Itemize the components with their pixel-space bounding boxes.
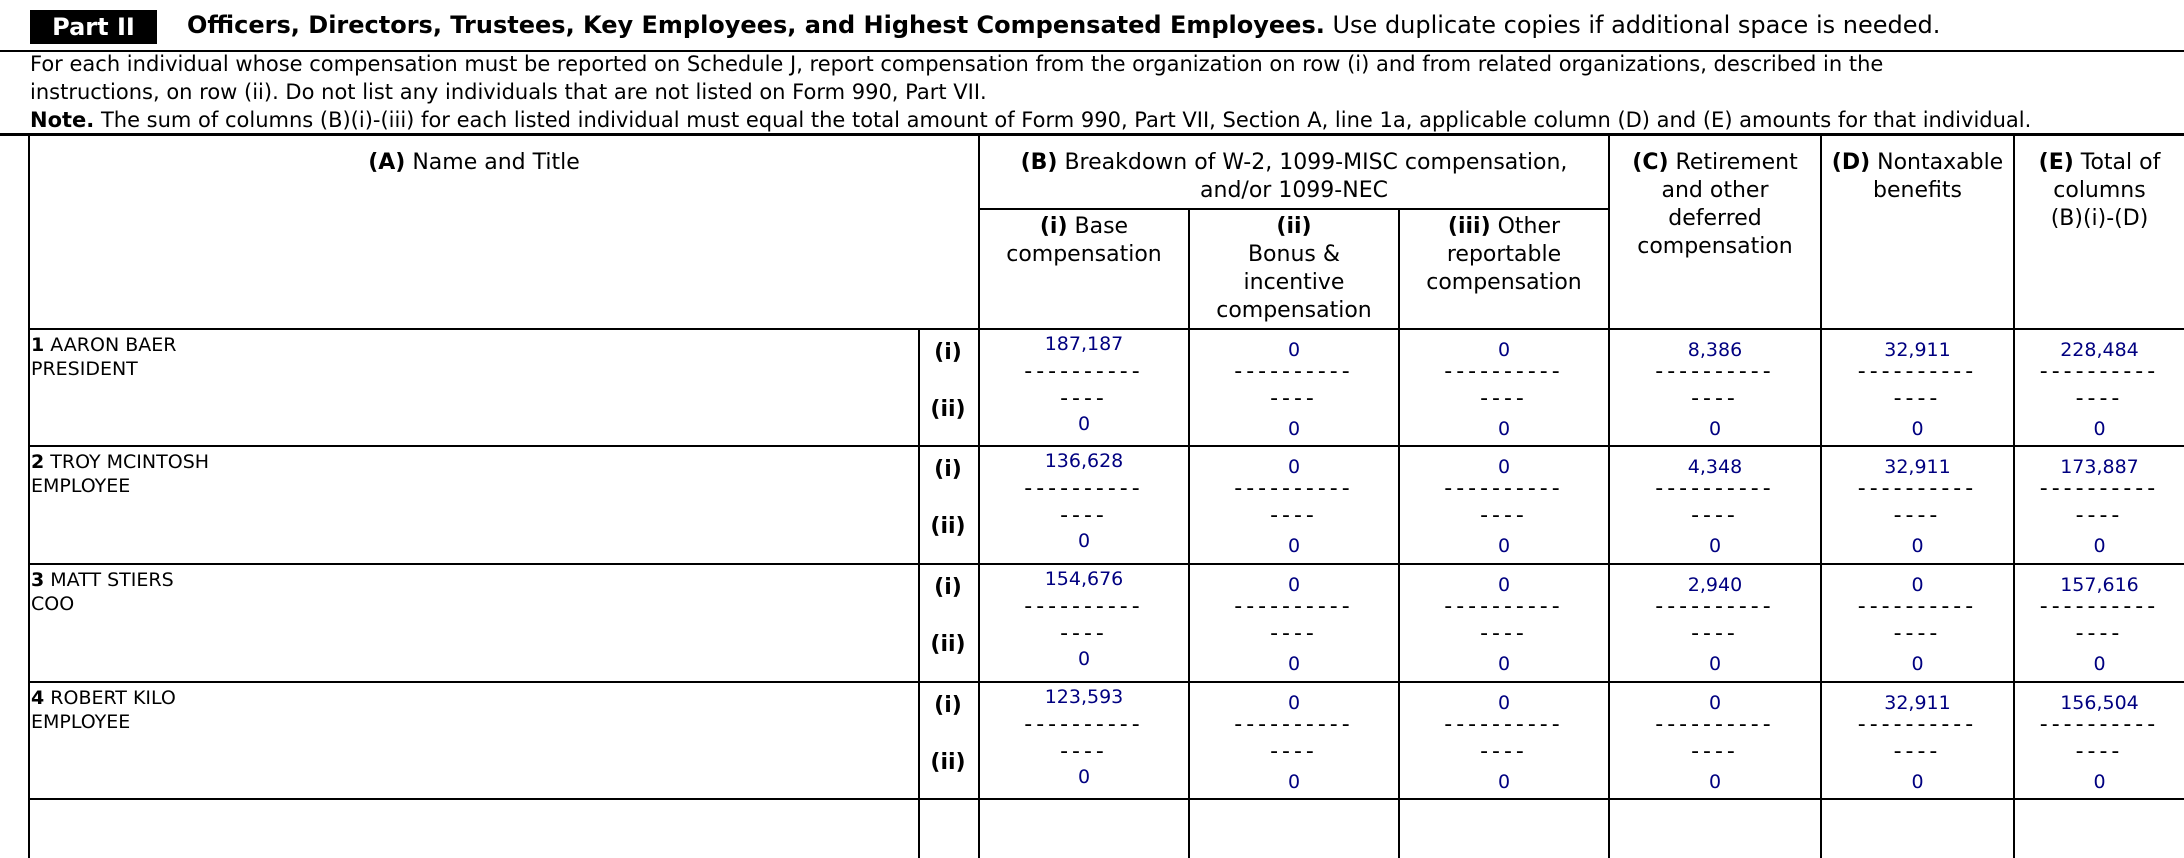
dashed-separator-short: ---- [1060, 741, 1108, 763]
dashed-separator: ---------- [1234, 714, 1354, 736]
dashed-separator-short: ---- [2075, 741, 2124, 763]
dashed-separator: ---------- [2039, 478, 2160, 500]
dashed-separator: ---------- [1234, 596, 1354, 618]
dashed-separator: ---------- [1655, 714, 1775, 736]
dashed-separator: ---------- [1857, 596, 1978, 618]
person-name-line [31, 450, 209, 474]
col-b-text2: and/or 1099-NEC [1200, 178, 1388, 203]
col-header-bi [980, 213, 1188, 269]
dashed-separator: ---------- [1655, 361, 1775, 383]
row-label-i: (i) [934, 457, 962, 482]
base-comp-i: 187,187 [1044, 333, 1124, 355]
dashed-separator-short: ---- [1691, 741, 1739, 763]
col-e-text: Total of [2073, 150, 2161, 175]
retirement-comp-i: 2,940 [1687, 574, 1743, 596]
bonus-comp-i: 0 [1287, 574, 1301, 596]
dashed-separator: ---------- [1234, 361, 1354, 383]
col-b-text: Breakdown of W-2, 1099-MISC compensation, [1057, 150, 1568, 175]
base-comp-ii: 0 [1077, 648, 1091, 670]
note-label: Note. [30, 108, 95, 132]
person-name: AARON BAER [50, 334, 177, 356]
dashed-separator-short: ---- [2075, 388, 2124, 410]
part-header [0, 0, 2184, 52]
row-label-i: (i) [934, 575, 962, 600]
part-label: Part II [30, 10, 157, 44]
col-c-line2: and other [1661, 178, 1769, 203]
dashed-separator: ---------- [1444, 361, 1564, 383]
base-comp-ii: 0 [1077, 766, 1091, 788]
note-text: The sum of columns (B)(i)-(iii) for each listed individual must equal the total amount of Form 990, Part VII, Section A, line 1a, applicable column (D) and (E) amounts for that individual. [94, 108, 2032, 132]
note-line [30, 106, 2180, 134]
base-comp-i: 123,593 [1044, 686, 1124, 708]
person-name-title [31, 686, 176, 734]
dashed-separator: ---------- [2039, 361, 2160, 383]
col-bi-text: Base [1067, 214, 1129, 239]
col-d-letter: (D) [1831, 150, 1871, 175]
col-c-line3: deferred [1668, 206, 1762, 231]
dashed-separator: ---------- [1655, 596, 1775, 618]
dashed-separator-short: ---- [1480, 505, 1528, 527]
col-header-e [2015, 149, 2184, 233]
dashed-separator-short: ---- [1060, 623, 1108, 645]
row-label-ii: (ii) [930, 632, 966, 657]
total-i: 228,484 [2060, 339, 2139, 361]
person-title: EMPLOYEE [31, 711, 131, 733]
dashed-separator: ---------- [1024, 714, 1144, 736]
table-left-border [28, 136, 30, 858]
dashed-separator-short: ---- [1060, 388, 1108, 410]
col-a-letter: (A) [368, 150, 406, 175]
total-i: 156,504 [2060, 692, 2139, 714]
row-divider-2 [28, 563, 2184, 565]
col-bi-text2: compensation [1006, 242, 1162, 267]
dashed-separator: ---------- [1024, 596, 1144, 618]
dashed-separator: ---------- [1234, 478, 1354, 500]
retirement-comp-ii: 0 [1708, 653, 1722, 675]
table-top-rule [0, 133, 2184, 136]
col-a-text: Name and Title [405, 150, 580, 175]
dashed-separator: ---------- [2039, 596, 2160, 618]
nontaxable-benefits-i: 32,911 [1884, 692, 1951, 714]
bonus-comp-i: 0 [1287, 692, 1301, 714]
col-e-letter: (E) [2038, 150, 2074, 175]
dashed-separator-short: ---- [1480, 623, 1528, 645]
retirement-comp-i: 4,348 [1687, 456, 1743, 478]
col-header-c [1610, 149, 1820, 261]
retirement-comp-ii: 0 [1708, 535, 1722, 557]
bonus-comp-i: 0 [1287, 339, 1301, 361]
col-biii-line2: reportable [1446, 242, 1562, 267]
base-comp-i: 136,628 [1044, 450, 1124, 472]
bonus-comp-ii: 0 [1287, 418, 1301, 440]
col-header-d [1822, 149, 2013, 205]
total-ii: 0 [2093, 653, 2106, 675]
dashed-separator: ---------- [1444, 478, 1564, 500]
other-comp-ii: 0 [1497, 535, 1511, 557]
nontaxable-benefits-ii: 0 [1911, 535, 1924, 557]
retirement-comp-i: 0 [1708, 692, 1722, 714]
col-b-letter: (B) [1020, 150, 1058, 175]
instructions-line-2: instructions, on row (ii). Do not list any individuals that are not listed on Form 990, Part VII. [30, 80, 987, 104]
total-i: 157,616 [2060, 574, 2139, 596]
person-name-title [31, 450, 209, 498]
col-b-sub-divider [978, 208, 1608, 210]
col-c-letter: (C) [1632, 150, 1669, 175]
instructions [30, 50, 2180, 134]
row-label-i: (i) [934, 693, 962, 718]
dashed-separator: ---------- [1857, 361, 1978, 383]
row-divider-1 [28, 445, 2184, 447]
base-comp-ii: 0 [1077, 413, 1091, 435]
retirement-comp-ii: 0 [1708, 771, 1722, 793]
col-header-b [980, 149, 1608, 205]
row-label-ii: (ii) [930, 397, 966, 422]
col-e-line3: (B)(i)-(D) [2050, 206, 2149, 231]
dashed-separator: ---------- [1444, 596, 1564, 618]
dashed-separator-short: ---- [1691, 505, 1739, 527]
person-name: TROY MCINTOSH [50, 451, 210, 473]
col-e-line2: columns [2053, 178, 2146, 203]
header-bottom-rule [28, 328, 2184, 330]
part-title-bold: Officers, Directors, Trustees, Key Employees, and Highest Compensated Employees. [187, 11, 1325, 39]
dashed-separator: ---------- [2039, 714, 2160, 736]
instructions-line-1: For each individual whose compensation must be reported on Schedule J, report compensation from the organization on row (i) and from related organizations, described in the [30, 52, 1884, 76]
nontaxable-benefits-i: 32,911 [1884, 339, 1951, 361]
person-number: 1 [31, 334, 45, 356]
dashed-separator-short: ---- [1893, 505, 1942, 527]
dashed-separator: ---------- [1857, 478, 1978, 500]
other-comp-i: 0 [1497, 456, 1511, 478]
col-bii-line3: compensation [1216, 298, 1372, 323]
dashed-separator-short: ---- [1270, 623, 1318, 645]
dashed-separator-short: ---- [1270, 741, 1318, 763]
row-divider-4 [28, 798, 2184, 800]
row-label-i: (i) [934, 340, 962, 365]
dashed-separator-short: ---- [1270, 505, 1318, 527]
col-c-text: Retirement [1668, 150, 1798, 175]
other-comp-ii: 0 [1497, 771, 1511, 793]
other-comp-i: 0 [1497, 574, 1511, 596]
dashed-separator-short: ---- [1893, 741, 1942, 763]
bonus-comp-ii: 0 [1287, 653, 1301, 675]
dashed-separator: ---------- [1024, 478, 1144, 500]
total-ii: 0 [2093, 418, 2106, 440]
dashed-separator-short: ---- [2075, 505, 2124, 527]
dashed-separator-short: ---- [1691, 623, 1739, 645]
person-number: 2 [31, 451, 45, 473]
col-c-line4: compensation [1637, 234, 1793, 259]
part-title [187, 10, 1940, 40]
dashed-separator-short: ---- [1893, 623, 1942, 645]
bonus-comp-ii: 0 [1287, 771, 1301, 793]
nontaxable-benefits-ii: 0 [1911, 653, 1924, 675]
person-name: MATT STIERS [50, 569, 174, 591]
part-title-rest: Use duplicate copies if additional space is needed. [1324, 11, 1941, 39]
person-number: 3 [31, 569, 45, 591]
dashed-separator-short: ---- [1480, 388, 1528, 410]
base-comp-i: 154,676 [1044, 568, 1124, 590]
person-title: COO [31, 593, 75, 615]
dashed-separator: ---------- [1024, 361, 1144, 383]
row-label-ii: (ii) [930, 514, 966, 539]
total-i: 173,887 [2060, 456, 2139, 478]
dashed-separator: ---------- [1444, 714, 1564, 736]
base-comp-ii: 0 [1077, 530, 1091, 552]
other-comp-ii: 0 [1497, 418, 1511, 440]
col-header-a [30, 149, 918, 177]
dashed-separator-short: ---- [1270, 388, 1318, 410]
dashed-separator-short: ---- [2075, 623, 2124, 645]
col-d-text: Nontaxable [1870, 150, 2004, 175]
other-comp-i: 0 [1497, 692, 1511, 714]
total-ii: 0 [2093, 771, 2106, 793]
nontaxable-benefits-i: 0 [1911, 574, 1924, 596]
person-name: ROBERT KILO [50, 687, 176, 709]
col-bii-line1: Bonus & [1247, 242, 1341, 267]
dashed-separator-short: ---- [1060, 505, 1108, 527]
bonus-comp-i: 0 [1287, 456, 1301, 478]
person-title: PRESIDENT [31, 358, 138, 380]
retirement-comp-i: 8,386 [1687, 339, 1743, 361]
person-number: 4 [31, 687, 45, 709]
col-bii-letter: (ii) [1276, 214, 1312, 239]
col-biii-line3: compensation [1426, 270, 1582, 295]
col-header-biii [1400, 213, 1608, 297]
col-bii-line2: incentive [1243, 270, 1345, 295]
person-name-title [31, 333, 176, 381]
col-biii-text: Other [1490, 214, 1561, 239]
other-comp-i: 0 [1497, 339, 1511, 361]
person-name-line [31, 686, 176, 710]
col-header-bii [1190, 213, 1398, 325]
nontaxable-benefits-ii: 0 [1911, 771, 1924, 793]
retirement-comp-ii: 0 [1708, 418, 1722, 440]
col-d-line2: benefits [1873, 178, 1962, 203]
total-ii: 0 [2093, 535, 2106, 557]
dashed-separator-short: ---- [1893, 388, 1942, 410]
dashed-separator-short: ---- [1691, 388, 1739, 410]
row-label-ii: (ii) [930, 750, 966, 775]
dashed-separator: ---------- [1655, 478, 1775, 500]
col-biii-letter: (iii) [1447, 214, 1491, 239]
nontaxable-benefits-i: 32,911 [1884, 456, 1951, 478]
person-name-line [31, 568, 174, 592]
person-name-line [31, 333, 176, 357]
bonus-comp-ii: 0 [1287, 535, 1301, 557]
row-divider-3 [28, 681, 2184, 683]
dashed-separator-short: ---- [1480, 741, 1528, 763]
col-bi-letter: (i) [1039, 214, 1068, 239]
person-title: EMPLOYEE [31, 475, 131, 497]
nontaxable-benefits-ii: 0 [1911, 418, 1924, 440]
person-name-title [31, 568, 174, 616]
dashed-separator: ---------- [1857, 714, 1978, 736]
other-comp-ii: 0 [1497, 653, 1511, 675]
